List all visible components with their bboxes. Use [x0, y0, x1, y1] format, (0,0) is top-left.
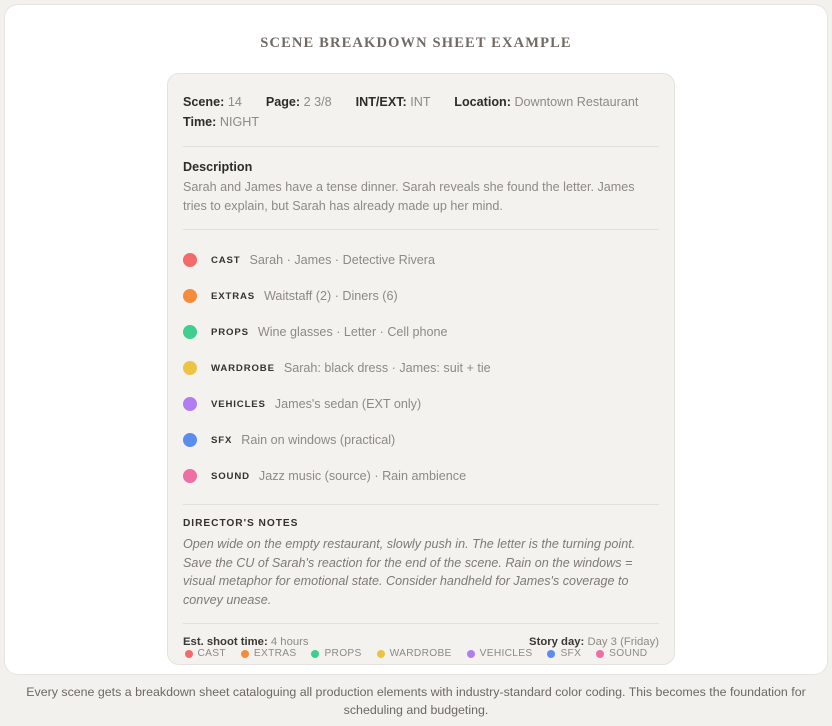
element-items-text: Sarah: black dress · James: suit + tie [283, 361, 491, 375]
element-category-label: SOUND [211, 470, 250, 482]
element-items-text: Rain on windows (practical) [241, 433, 396, 447]
element-items-text: Wine glasses · Letter · Cell phone [257, 325, 448, 339]
element-category-label: SFX [211, 434, 233, 446]
element-row [183, 386, 659, 422]
element-items-text: Sarah · James · Detective Rivera [249, 253, 436, 267]
description-text: Sarah and James have a tense dinner. Sarah reveals she found the letter. James tries to explain, but Sarah has already made up her mind. [183, 180, 635, 213]
scene-header [183, 74, 659, 146]
time-label: Time: [183, 115, 217, 129]
legend-label: VEHICLES [479, 648, 533, 659]
legend-item-props [311, 648, 361, 659]
extras-legend-dot [241, 650, 249, 658]
time-value: NIGHT [219, 115, 260, 129]
element-row [183, 422, 659, 458]
legend-item-wardrobe [377, 648, 452, 659]
shoot-time-group [183, 636, 309, 648]
element-row [183, 242, 659, 278]
description-heading: Description [183, 160, 253, 174]
wardrobe-legend-dot [377, 650, 385, 658]
shoot-time-label: Est. shoot time: [183, 636, 268, 648]
figure-caption: Every scene gets a breakdown sheet cataloguing all production elements with industry-standard color coding. This becomes the foundation for scheduling and budgeting. [26, 685, 806, 717]
legend-label: CAST [197, 648, 226, 659]
page-count-label: Page: [265, 95, 301, 109]
sound-color-dot [183, 469, 197, 483]
props-legend-dot [311, 650, 319, 658]
legend-label: EXTRAS [253, 648, 297, 659]
scene-header-line-1 [183, 92, 659, 112]
director-notes-heading: DIRECTOR'S NOTES [183, 518, 299, 529]
shoot-time-value: 4 hours [270, 636, 309, 648]
legend-label: PROPS [324, 648, 362, 659]
scene-header-line-2 [183, 112, 659, 132]
element-items-text: Waitstaff (2) · Diners (6) [264, 289, 398, 303]
legend-item-sfx [547, 648, 581, 659]
location-value: Downtown Restaurant [514, 95, 639, 109]
element-row [183, 458, 659, 494]
story-day-group [529, 636, 659, 648]
element-items-text: James's sedan (EXT only) [274, 397, 422, 411]
sheet-panel [4, 4, 828, 675]
extras-color-dot [183, 289, 197, 303]
legend-label: SFX [560, 648, 582, 659]
props-color-dot [183, 325, 197, 339]
element-category-label: WARDROBE [211, 362, 275, 374]
legend-item-vehicles [467, 648, 533, 659]
element-row [183, 314, 659, 350]
cast-color-dot [183, 253, 197, 267]
legend-item-sound [596, 648, 647, 659]
int-ext-value: INT [410, 95, 431, 109]
sfx-legend-dot [547, 650, 555, 658]
description-section [183, 147, 659, 229]
scene-number-value: 14 [227, 95, 242, 109]
element-items-text: Jazz music (source) · Rain ambience [258, 469, 467, 483]
scene-breakdown-card [167, 73, 675, 665]
legend-label: SOUND [609, 648, 648, 659]
cast-legend-dot [185, 650, 193, 658]
legend-label: WARDROBE [389, 648, 452, 659]
int-ext-label: INT/EXT: [355, 95, 407, 109]
page-title: SCENE BREAKDOWN SHEET EXAMPLE [260, 35, 572, 51]
element-category-label: VEHICLES [211, 398, 266, 410]
element-category-label: PROPS [211, 326, 249, 338]
element-category-label: EXTRAS [211, 290, 256, 302]
story-day-value: Day 3 (Friday) [587, 636, 659, 648]
element-row [183, 278, 659, 314]
location-label: Location: [454, 95, 511, 109]
element-category-label: CAST [211, 254, 241, 266]
director-notes-text: Open wide on the empty restaurant, slowly push in. The letter is the turning point. Save the CU of Sarah's reaction for the end of the scene. Rain on the windows = visual metaphor for emotional state. Consider handheld for James's coverage to convey unease. [183, 537, 636, 607]
elements-list [183, 230, 659, 504]
color-code-legend [5, 648, 827, 659]
vehicles-legend-dot [467, 650, 475, 658]
sfx-color-dot [183, 433, 197, 447]
story-day-label: Story day: [529, 636, 585, 648]
director-notes-section [183, 505, 659, 623]
sound-legend-dot [596, 650, 604, 658]
page-count-value: 2 3/8 [303, 95, 332, 109]
legend-item-extras [241, 648, 297, 659]
element-row [183, 350, 659, 386]
scene-number-label: Scene: [183, 95, 225, 109]
legend-item-cast [185, 648, 226, 659]
wardrobe-color-dot [183, 361, 197, 375]
vehicles-color-dot [183, 397, 197, 411]
